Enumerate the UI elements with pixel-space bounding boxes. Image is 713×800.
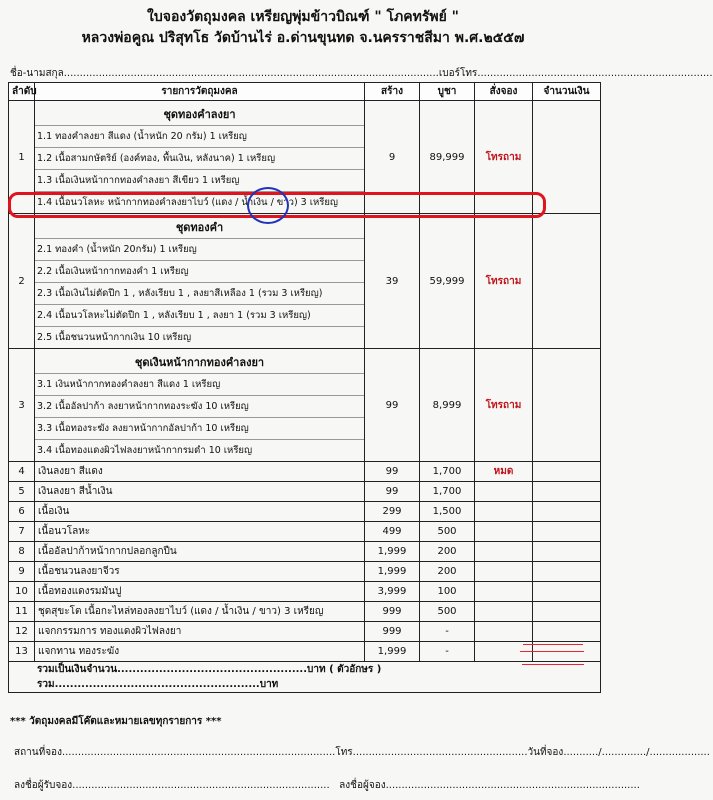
header-amount: จำนวนเงิน [533,83,601,101]
place-label: สถานที่จอง [14,747,62,758]
built-count: 299 [365,502,420,522]
place-field[interactable]: ...................................................................................... [61,747,336,758]
price: 1,500 [420,502,475,522]
row-no: 3 [9,349,35,462]
price: - [420,642,475,662]
table-row [9,349,601,462]
red-strike-mark [523,644,583,645]
table-row [9,542,601,562]
amount-cell[interactable] [533,602,601,622]
receiver-signature-field[interactable]: ................................................................................. [72,780,330,791]
table-row [9,502,601,522]
amount-cell[interactable] [533,101,601,214]
order-status[interactable] [475,542,533,562]
phone-field[interactable]: .......................................................................... [477,68,713,79]
item-name: เงินลงยา สีแดง [35,462,365,482]
price: 89,999 [420,101,475,214]
row-no: 6 [9,502,35,522]
header-order: สั่งจอง [475,83,533,101]
table-row [9,602,601,622]
list-item: 2.1 ทองคำ (น้ำหนัก 20กรัม) 1 เหรียญ [35,238,364,260]
price: 500 [420,522,475,542]
order-status: หมด [475,462,533,482]
name-phone-line [10,66,713,81]
amount-cell[interactable] [533,542,601,562]
list-item: 3.3 เนื้อทองระฆัง ลงยาหน้ากากอัลปาก้า 10 เหรียญ [35,417,364,439]
amount-cell[interactable] [533,349,601,462]
phone-label: เบอร์โทร [438,68,478,79]
price: 1,700 [420,462,475,482]
group-items [35,214,365,349]
list-item: 1.3 เนื้อเงินหน้ากากทองคำลงยา สีเขียว 1 เหรียญ [35,169,364,191]
list-item: 2.5 เนื้อชนวนหน้ากากเงิน 10 เหรียญ [35,326,364,348]
total-row [9,662,601,693]
row-no: 10 [9,582,35,602]
list-item: 2.2 เนื้อเงินหน้ากากทองคำ 1 เหรียญ [35,260,364,282]
item-name: เงินลงยา สีน้ำเงิน [35,482,365,502]
price: 200 [420,562,475,582]
amount-cell[interactable] [533,462,601,482]
price: - [420,622,475,642]
row-no: 1 [9,101,35,214]
built-count: 999 [365,622,420,642]
built-count: 1,999 [365,562,420,582]
item-name: ชุดสุขะโต เนื้อกะไหล่ทองลงยาไบว์ (แดง / น้ำเงิน / ขาว) 3 เหรียญ [35,602,365,622]
amount-cell[interactable] [533,502,601,522]
header-built: สร้าง [365,83,420,101]
row-no: 5 [9,482,35,502]
order-status[interactable] [475,522,533,542]
tel-field[interactable]: ....................................................... [352,747,528,758]
total-amount-field[interactable]: .................................................. [117,664,308,675]
group-items [35,349,365,462]
order-status[interactable] [475,582,533,602]
list-item: 1.4 เนื้อนวโลหะ หน้ากากทองคำลงยาไบว์ (แดง / น้ำเงิน / ขาว) 3 เหรียญ [35,191,364,213]
built-count: 1,999 [365,642,420,662]
table-row [9,522,601,542]
built-count: 99 [365,349,420,462]
row-no: 7 [9,522,35,542]
name-field[interactable]: ...................................................................................................................... [63,68,439,79]
built-count: 39 [365,214,420,349]
tel-label: โทร [335,747,353,758]
text-amount-label: ( ตัวอักษร ) [329,664,382,675]
document-subtitle: หลวงพ่อคูณ ปริสุทโธ วัดบ้านไร่ อ.ด่านขุนทด จ.นครราชสีมา พ.ศ.๒๕๕๗ [81,30,525,46]
price: 200 [420,542,475,562]
group-items [35,101,365,214]
row-no: 9 [9,562,35,582]
table-row [9,582,601,602]
date-field[interactable]: .........../............../................... [563,747,710,758]
row-no: 4 [9,462,35,482]
order-status[interactable] [475,562,533,582]
order-status: โทรถาม [475,214,533,349]
row-no: 12 [9,622,35,642]
order-status[interactable] [475,482,533,502]
amount-cell[interactable] [533,214,601,349]
note-text: *** วัตถุมงคลมีโค๊ตและหมายเลขทุกรายการ *** [10,716,222,727]
amount-cell[interactable] [533,562,601,582]
table-row [9,482,601,502]
list-item: 1.1 ทองคำลงยา สีแดง (น้ำหนัก 20 กรัม) 1 เหรียญ [35,125,364,147]
built-count: 99 [365,462,420,482]
list-item: 2.3 เนื้อเงินไม่ตัดปีก 1 , หลังเรียบ 1 , ลงยาสีเหลือง 1 (รวม 3 เหรียญ) [35,282,364,304]
document-title: ใบจองวัตถุมงคล เหรียญพุ่มข้าวบิณฑ์ " โภคทรัพย์ " [147,9,459,25]
baht-label: บาท [307,664,326,675]
red-strike-mark [522,664,584,665]
built-count: 499 [365,522,420,542]
row-no: 2 [9,214,35,349]
table-row [9,462,601,482]
item-name: แจกทาน ทองระฆัง [35,642,365,662]
list-item: 3.1 เงินหน้ากากทองคำลงยา สีแดง 1 เหรียญ [35,373,364,395]
built-count: 1,999 [365,542,420,562]
order-status: โทรถาม [475,101,533,214]
item-name: เนื้อนวโลหะ [35,522,365,542]
list-item: 3.4 เนื้อทองแดงผิวไฟลงยาหน้ากากรมดำ 10 เหรียญ [35,439,364,461]
list-item: 1.2 เนื้อสามกษัตริย์ (องค์ทอง, พื้นเงิน, หลังนาค) 1 เหรียญ [35,147,364,169]
built-count: 3,999 [365,582,420,602]
table-row [9,622,601,642]
amount-cell[interactable] [533,522,601,542]
booker-label: ลงชื่อผู้จอง [339,780,386,791]
total-cell [9,662,601,693]
text-amount-field[interactable]: ...................................................... [54,679,260,690]
built-count: 999 [365,602,420,622]
group-title: ชุดทองคำลงยา [163,108,236,121]
red-strike-mark [520,651,584,652]
table-row [9,214,601,349]
group-title: ชุดทองคำ [175,221,224,234]
list-item: 3.2 เนื้ออัลปาก้า ลงยาหน้ากากทองระฆัง 10 เหรียญ [35,395,364,417]
header-no: ลำดับ [9,83,35,101]
row-no: 11 [9,602,35,622]
group-title: ชุดเงินหน้ากากทองคำลงยา [134,356,265,369]
item-name: เนื้อทองแดงรมมันปู [35,582,365,602]
order-status[interactable] [475,602,533,622]
amount-cell[interactable] [533,622,601,642]
order-table [8,82,601,693]
table-row [9,562,601,582]
booking-info-line [14,745,710,760]
item-name: เนื้อเงิน [35,502,365,522]
receiver-label: ลงชื่อผู้รับจอง [14,780,73,791]
amount-cell[interactable] [533,582,601,602]
table-row [9,642,601,662]
booker-signature-field[interactable]: ................................................................................ [385,780,640,791]
price: 100 [420,582,475,602]
name-label: ชื่อ-นามสกุล [10,68,64,79]
price: 500 [420,602,475,622]
order-status: โทรถาม [475,349,533,462]
row-no: 13 [9,642,35,662]
date-label: วันที่จอง [527,747,564,758]
item-name: เนื้ออัลปาก้าหน้ากากปลอกลูกปืน [35,542,365,562]
table-header-row [9,83,601,101]
order-status[interactable] [475,622,533,642]
signature-line [14,778,640,793]
amount-cell[interactable] [533,482,601,502]
built-count: 9 [365,101,420,214]
list-item: 2.4 เนื้อนวโลหะไม่ตัดปีก 1 , หลังเรียบ 1 , ลงยา 1 (รวม 3 เหรียญ) [35,304,364,326]
item-name: แจกกรรมการ ทองแดงผิวไฟลงยา [35,622,365,642]
header-item: รายการวัตถุมงคล [35,83,365,101]
price: 1,700 [420,482,475,502]
order-status[interactable] [475,502,533,522]
price: 8,999 [420,349,475,462]
row-no: 8 [9,542,35,562]
sum-label: รวม [37,679,55,690]
table-row [9,101,601,214]
baht-label-2: บาท [259,679,279,690]
price: 59,999 [420,214,475,349]
item-name: เนื้อชนวนลงยาจีวร [35,562,365,582]
built-count: 99 [365,482,420,502]
total-label: รวมเป็นเงินจำนวน [37,664,118,675]
header-price: บูชา [420,83,475,101]
